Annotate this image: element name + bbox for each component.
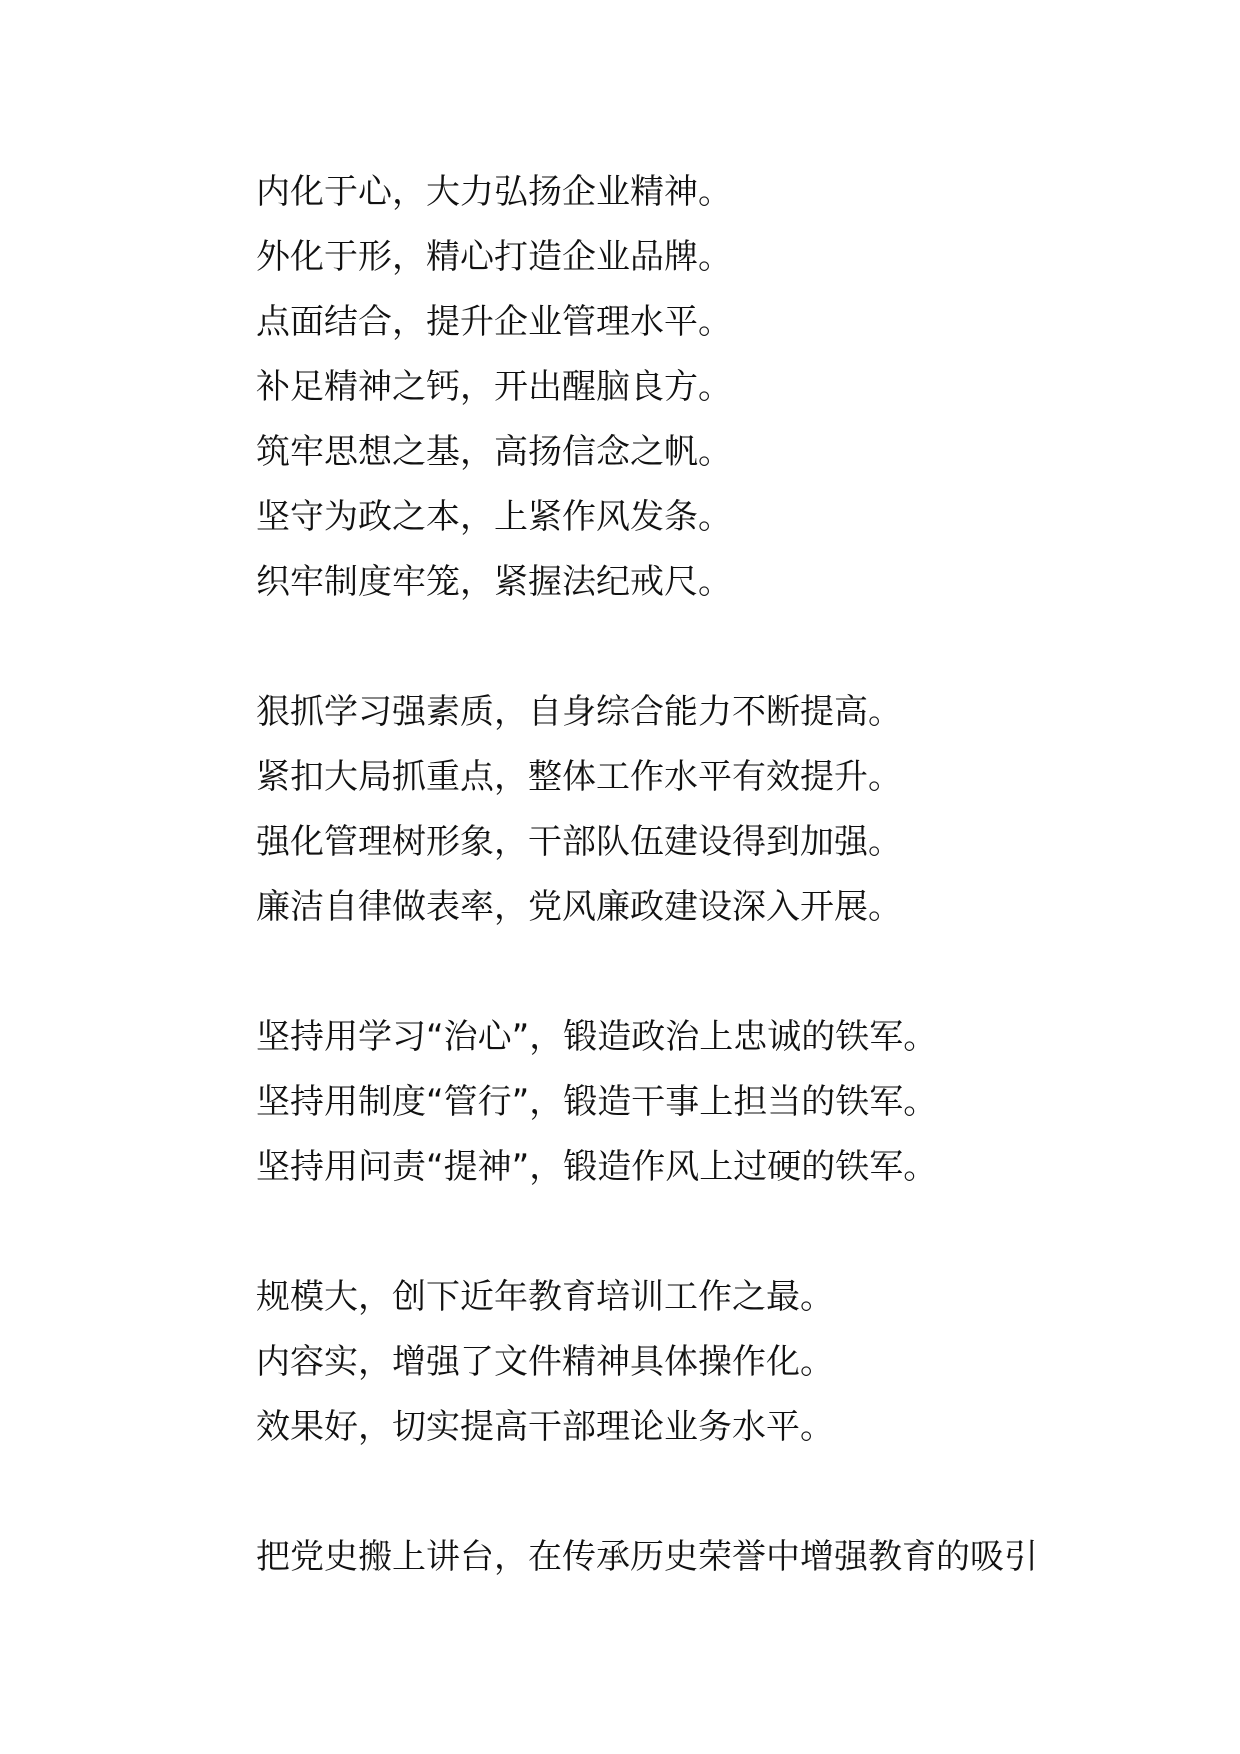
text-line: 外化于形，精心打造企业品牌。 <box>256 237 732 277</box>
paragraph-group-5 <box>256 1525 1156 1590</box>
text-line: 把党史搬上讲台，在传承历史荣誉中增强教育的吸引 <box>256 1537 1038 1577</box>
text-line: 坚持用问责“提神”，锻造作风上过硬的铁军。 <box>256 1147 938 1187</box>
paragraph-group-4 <box>256 1265 1156 1460</box>
text-line: 内容实，增强了文件精神具体操作化。 <box>256 1342 834 1382</box>
blank-line <box>256 615 1156 680</box>
blank-line <box>256 1200 1156 1265</box>
text-line: 内化于心，大力弘扬企业精神。 <box>256 172 732 212</box>
text-line: 廉洁自律做表率，党风廉政建设深入开展。 <box>256 887 902 927</box>
text-line: 点面结合，提升企业管理水平。 <box>256 302 732 342</box>
text-line: 织牢制度牢笼，紧握法纪戒尺。 <box>256 562 732 602</box>
text-line: 强化管理树形象，干部队伍建设得到加强。 <box>256 822 902 862</box>
text-line: 坚持用学习“治心”，锻造政治上忠诚的铁军。 <box>256 1017 938 1057</box>
text-line: 效果好，切实提高干部理论业务水平。 <box>256 1407 834 1447</box>
text-line: 坚守为政之本，上紧作风发条。 <box>256 497 732 537</box>
blank-line <box>256 940 1156 1005</box>
paragraph-group-1 <box>256 160 1156 615</box>
text-line: 筑牢思想之基，高扬信念之帆。 <box>256 432 732 472</box>
text-line: 补足精神之钙，开出醒脑良方。 <box>256 367 732 407</box>
text-line: 规模大，创下近年教育培训工作之最。 <box>256 1277 834 1317</box>
blank-line <box>256 1460 1156 1525</box>
text-line: 坚持用制度“管行”，锻造干事上担当的铁军。 <box>256 1082 938 1122</box>
text-line: 狠抓学习强素质，自身综合能力不断提高。 <box>256 692 902 732</box>
paragraph-group-3 <box>256 1005 1156 1200</box>
document-body <box>256 160 1156 1590</box>
text-line: 紧扣大局抓重点，整体工作水平有效提升。 <box>256 757 902 797</box>
paragraph-group-2 <box>256 680 1156 940</box>
